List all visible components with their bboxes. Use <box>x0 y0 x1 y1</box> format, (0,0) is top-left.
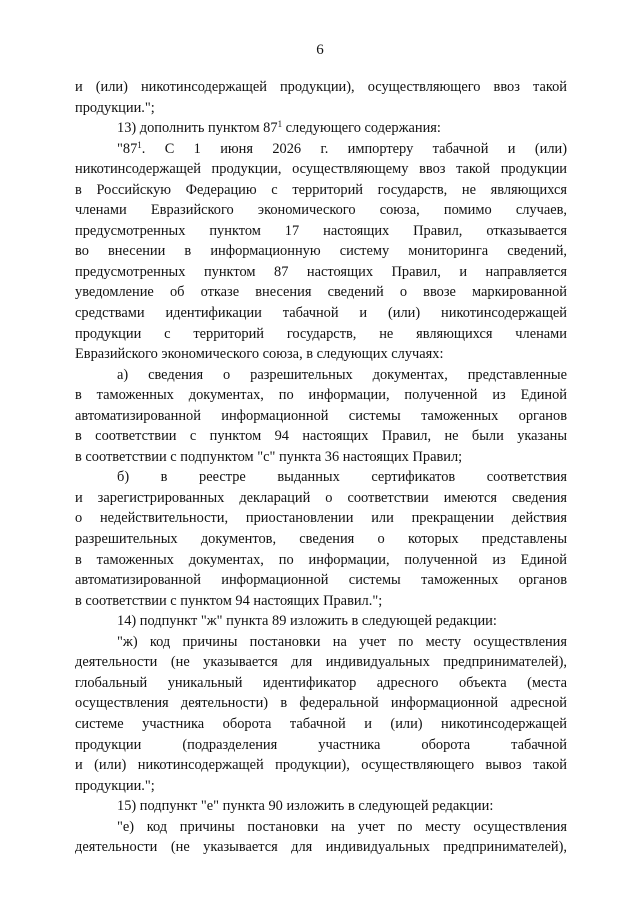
text-line: б) в реестре выданных сертификатов соответствия <box>117 469 567 486</box>
text-line: членами Евразийского экономического союза, помимо случаев, <box>75 202 567 219</box>
text-line: "$87^1$. С 1 июня 2026 г. импортеру табачной и (или) <box>117 139 567 157</box>
page-number: 6 <box>316 42 324 58</box>
text-line: "ж) код причины постановки на учет по месту осуществления <box>117 633 567 650</box>
text-line: в соответствии с пунктом 94 настоящих Правил, не были указаны <box>75 428 567 445</box>
text-line: в таможенных документах, по информации, полученной из Единой <box>75 387 567 404</box>
text-line: в соответствии с подпунктом "с" пункта 36 настоящих Правил; <box>75 448 463 465</box>
text-line: о недействительности, приостановлении или прекращении действия <box>75 510 567 527</box>
text-line: осуществления деятельности) в федеральной информационной адресной <box>75 695 567 712</box>
text-line: в соответствии с пунктом 94 настоящих Правил."; <box>75 592 383 609</box>
text-line: во внесении в информационную систему мониторинга сведений, <box>75 243 567 260</box>
text-line: продукции."; <box>75 777 155 794</box>
text-line: системе участника оборота табачной и (или) никотинсодержащей <box>75 715 567 732</box>
text-line: средствами идентификации табачной и (или) никотинсодержащей <box>75 305 567 322</box>
text-line: автоматизированной информационной системы таможенных органов <box>75 572 567 589</box>
text-line: а) сведения о разрешительных документах, представленные <box>117 366 567 383</box>
text-line: 14) подпункт "ж" пункта 89 изложить в следующей редакции: <box>117 613 497 630</box>
text-line: Евразийского экономического союза, в следующих случаях: <box>75 346 444 363</box>
text-line: предусмотренных пунктом 87 настоящих Правил, и направляется <box>75 263 567 280</box>
text-line: предусмотренных пунктом 17 настоящих Правил, отказывается <box>75 222 567 239</box>
text-line: деятельности (не указывается для индивидуальных предпринимателей), <box>75 839 567 856</box>
text-line: деятельности (не указывается для индивидуальных предпринимателей), <box>75 654 567 671</box>
text-line: 13) дополнить пунктом $87^1$ следующего содержания: <box>117 119 441 137</box>
text-line: продукции с территорий государств, не являющихся членами <box>75 325 567 342</box>
text-line: глобальный уникальный идентификатор адресного объекта (места <box>75 674 567 691</box>
text-line: уведомление об отказе внесения сведений о ввозе маркированной <box>75 284 567 301</box>
text-line: продукции (подразделения участника оборота табачной <box>75 736 567 753</box>
text-line: и (или) никотинсодержащей продукции), осуществляющего ввоз такой <box>75 79 567 95</box>
text-line: в Российскую Федерацию с территорий государств, не являющихся <box>75 181 567 198</box>
text-line: и зарегистрированных деклараций о соответствии имеются сведения <box>75 489 567 506</box>
text-line: и (или) никотинсодержащей продукции), осуществляющего вывоз такой <box>75 757 567 774</box>
text-line: в таможенных документах, по информации, полученной из Единой <box>75 551 567 568</box>
document-body <box>75 77 567 858</box>
text-line: 15) подпункт "е" пункта 90 изложить в следующей редакции: <box>117 798 494 815</box>
text-line: разрешительных документов, сведения о которых представлены <box>75 531 567 548</box>
text-line: продукции."; <box>75 99 155 116</box>
text-line: никотинсодержащей продукции, осуществляющему ввоз такой продукции <box>75 161 567 178</box>
text-line: автоматизированной информационной системы таможенных органов <box>75 407 567 424</box>
text-line: "е) код причины постановки на учет по месту осуществления <box>117 818 567 835</box>
